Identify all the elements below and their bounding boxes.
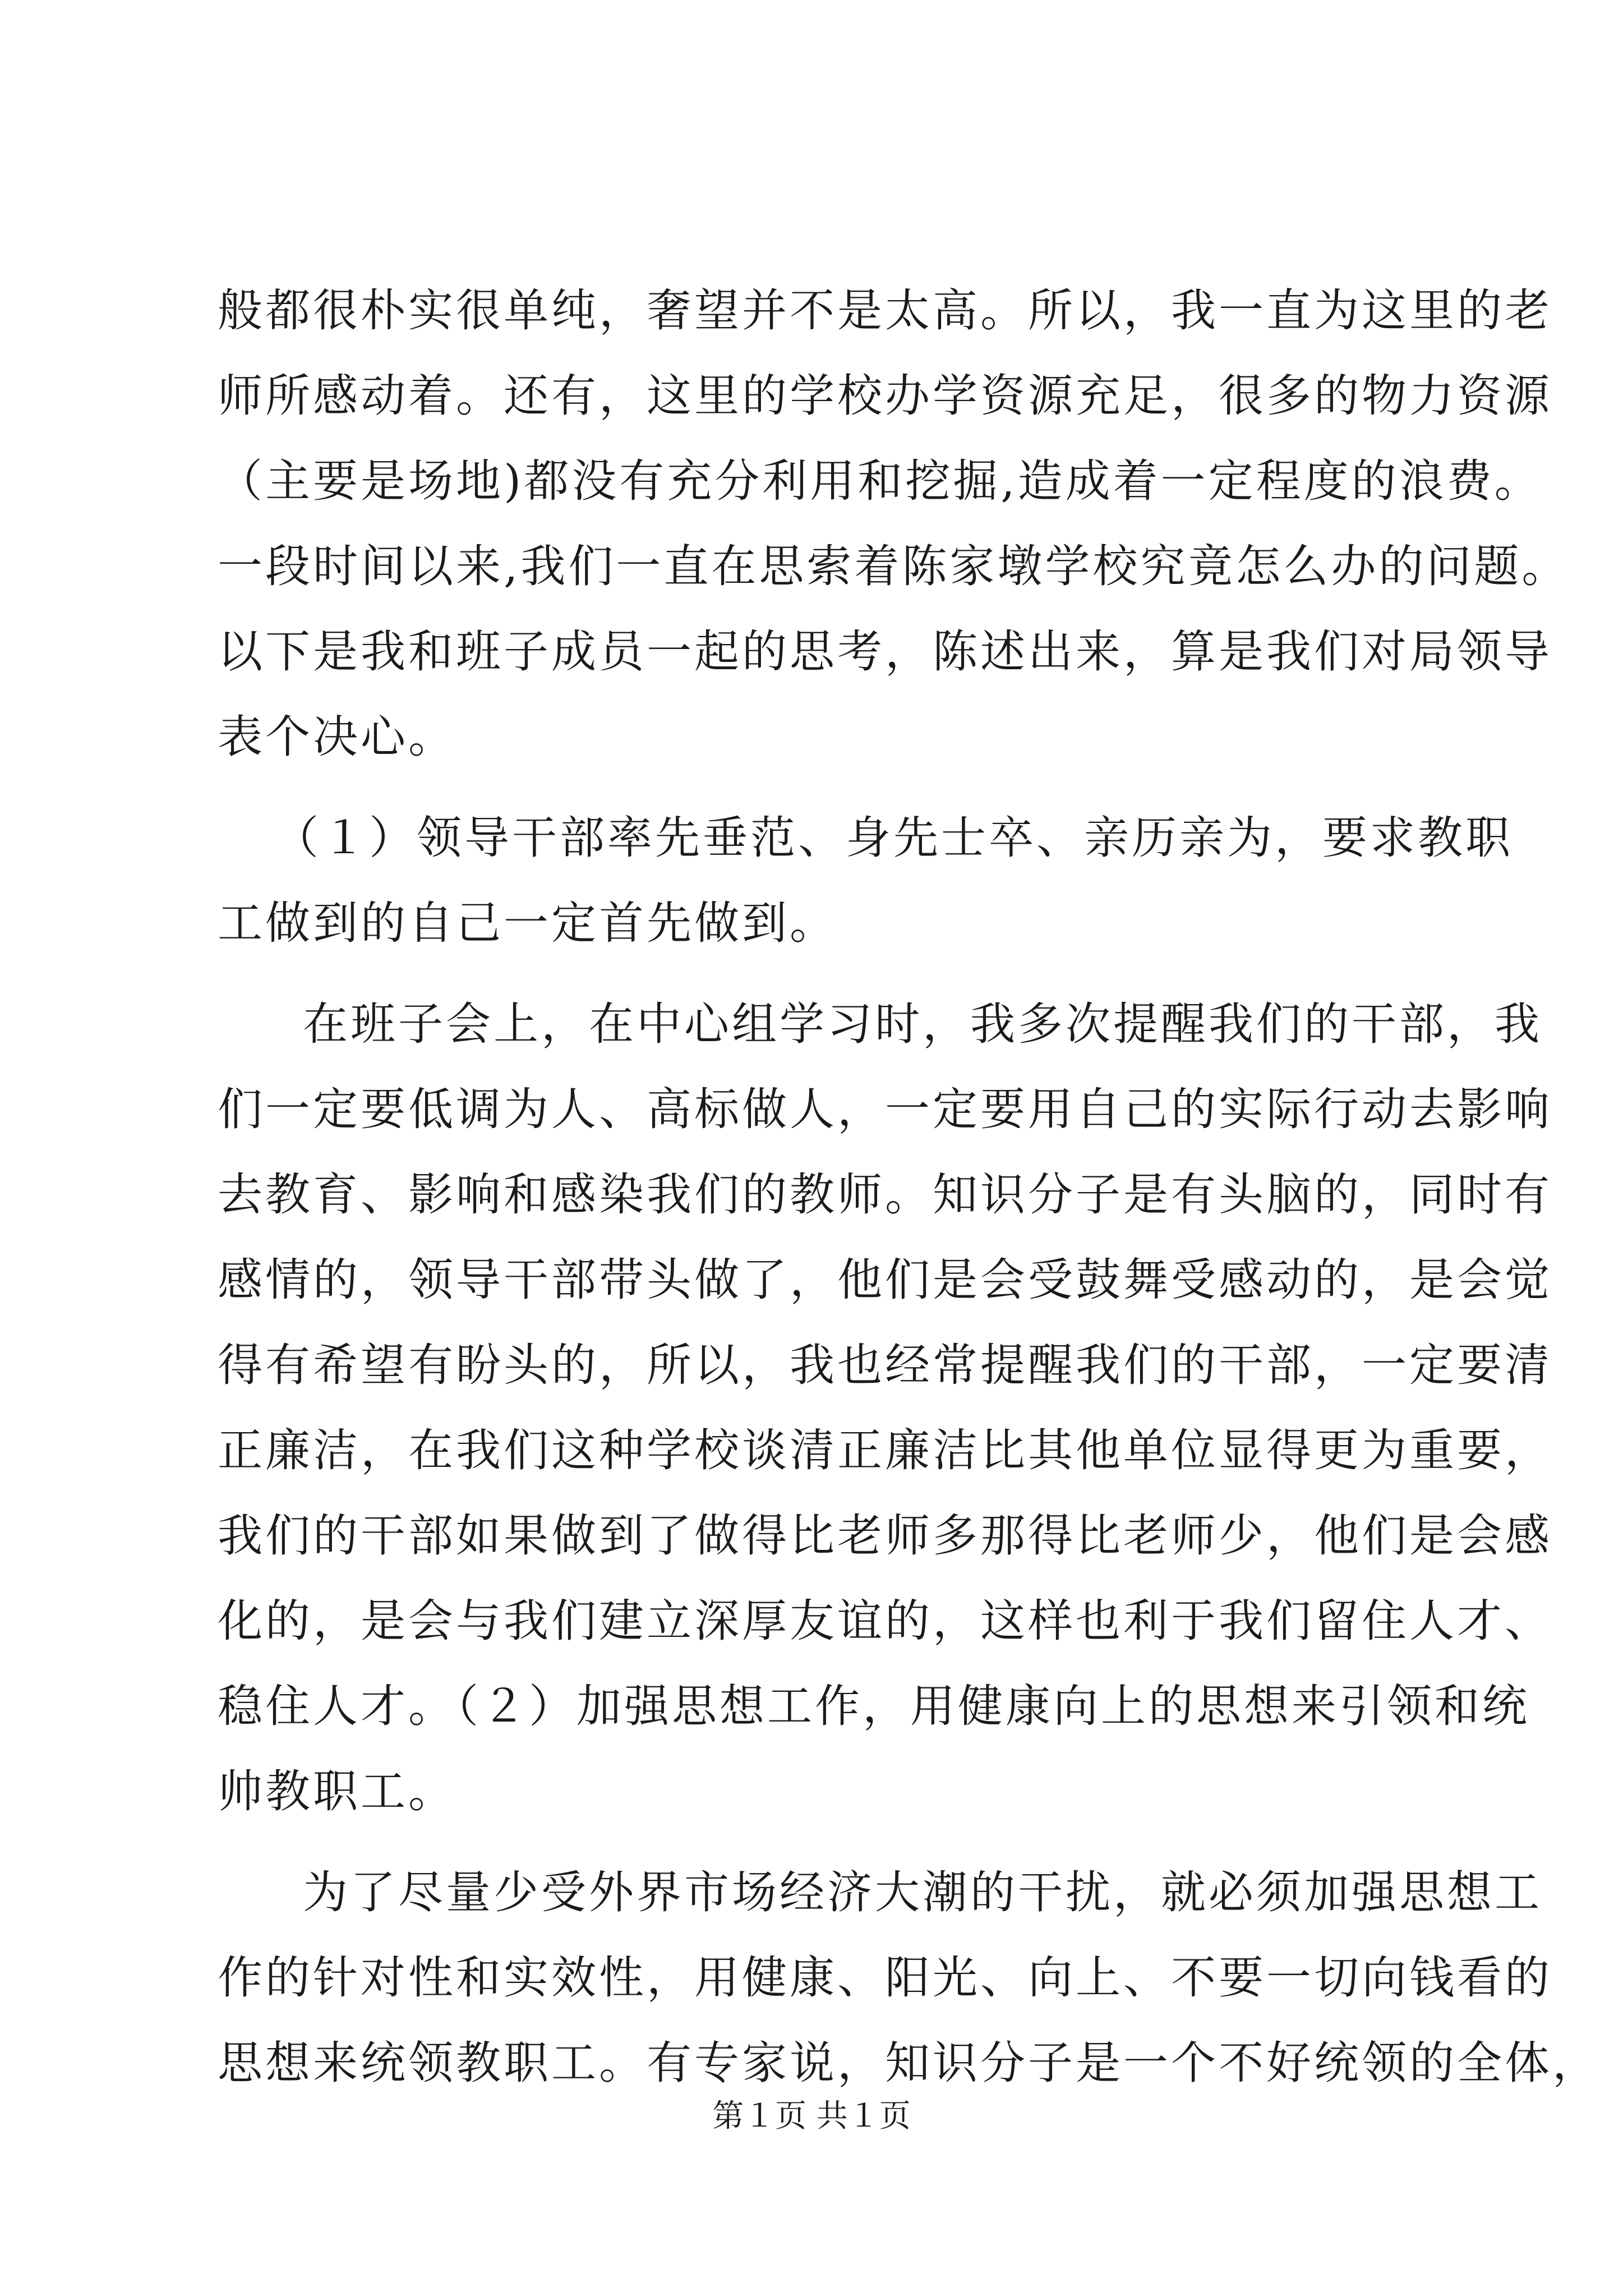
text-line: 师所感动着。还有，这里的学校办学资源充足，很多的物力资源 <box>218 370 1552 422</box>
text-line: 表个决心。 <box>218 711 456 763</box>
text-line: 工做到的自己一定首先做到。 <box>218 897 837 949</box>
text-line: 帅教职工。 <box>218 1765 456 1818</box>
paragraph-gap <box>218 780 1418 795</box>
text-line: 们一定要低调为人、高标做人，一定要用自己的实际行动去影响 <box>218 1083 1552 1135</box>
paragraph-gap <box>218 1834 1418 1850</box>
text-line: 作的针对性和实效性，用健康、阳光、向上、不要一切向钱看的 <box>218 1952 1552 2004</box>
text-line: 稳住人才。（２）加强思想工作，用健康向上的思想来引领和统 <box>218 1680 1530 1732</box>
text-line: 感情的，领导干部带头做了，他们是会受鼓舞受感动的，是会觉 <box>218 1254 1552 1306</box>
text-line: 在班子会上，在中心组学习时，我多次提醒我们的干部，我 <box>303 998 1542 1050</box>
document-body <box>218 268 1600 2106</box>
text-line: （１）领导干部率先垂范、身先士卒、亲历亲为，要求教职 <box>274 812 1513 864</box>
text-line: 思想来统领教职工。有专家说，知识分子是一个不好统领的全体， <box>218 2037 1600 2089</box>
text-line: 以下是我和班子成员一起的思考，陈述出来，算是我们对局领导 <box>218 625 1552 678</box>
text-line: 正廉洁，在我们这种学校谈清正廉洁比其他单位显得更为重要， <box>218 1424 1552 1476</box>
text-line: 我们的干部如果做到了做得比老师多那得比老师少，他们是会感 <box>218 1510 1552 1562</box>
paragraph-gap <box>218 966 1418 982</box>
text-line: （主要是场地)都没有充分利用和挖掘,造成着一定程度的浪费。 <box>218 455 1542 507</box>
text-line: 一段时间以来,我们一直在思索着陈家墩学校究竟怎么办的问题。 <box>218 540 1570 592</box>
text-line: 得有希望有盼头的，所以，我也经常提醒我们的干部，一定要清 <box>218 1339 1552 1391</box>
text-line: 般都很朴实很单纯，奢望并不是太高。所以，我一直为这里的老 <box>218 284 1552 337</box>
text-line: 为了尽量少受外界市场经济大潮的干扰，就必须加强思想工 <box>303 1866 1542 1918</box>
text-line: 去教育、影响和感染我们的教师。知识分子是有头脑的，同时有 <box>218 1168 1552 1221</box>
text-line: 化的，是会与我们建立深厚友谊的，这样也利于我们留住人才、 <box>218 1595 1552 1647</box>
page-number-footer: 第１页 共１页 <box>712 2098 911 2134</box>
